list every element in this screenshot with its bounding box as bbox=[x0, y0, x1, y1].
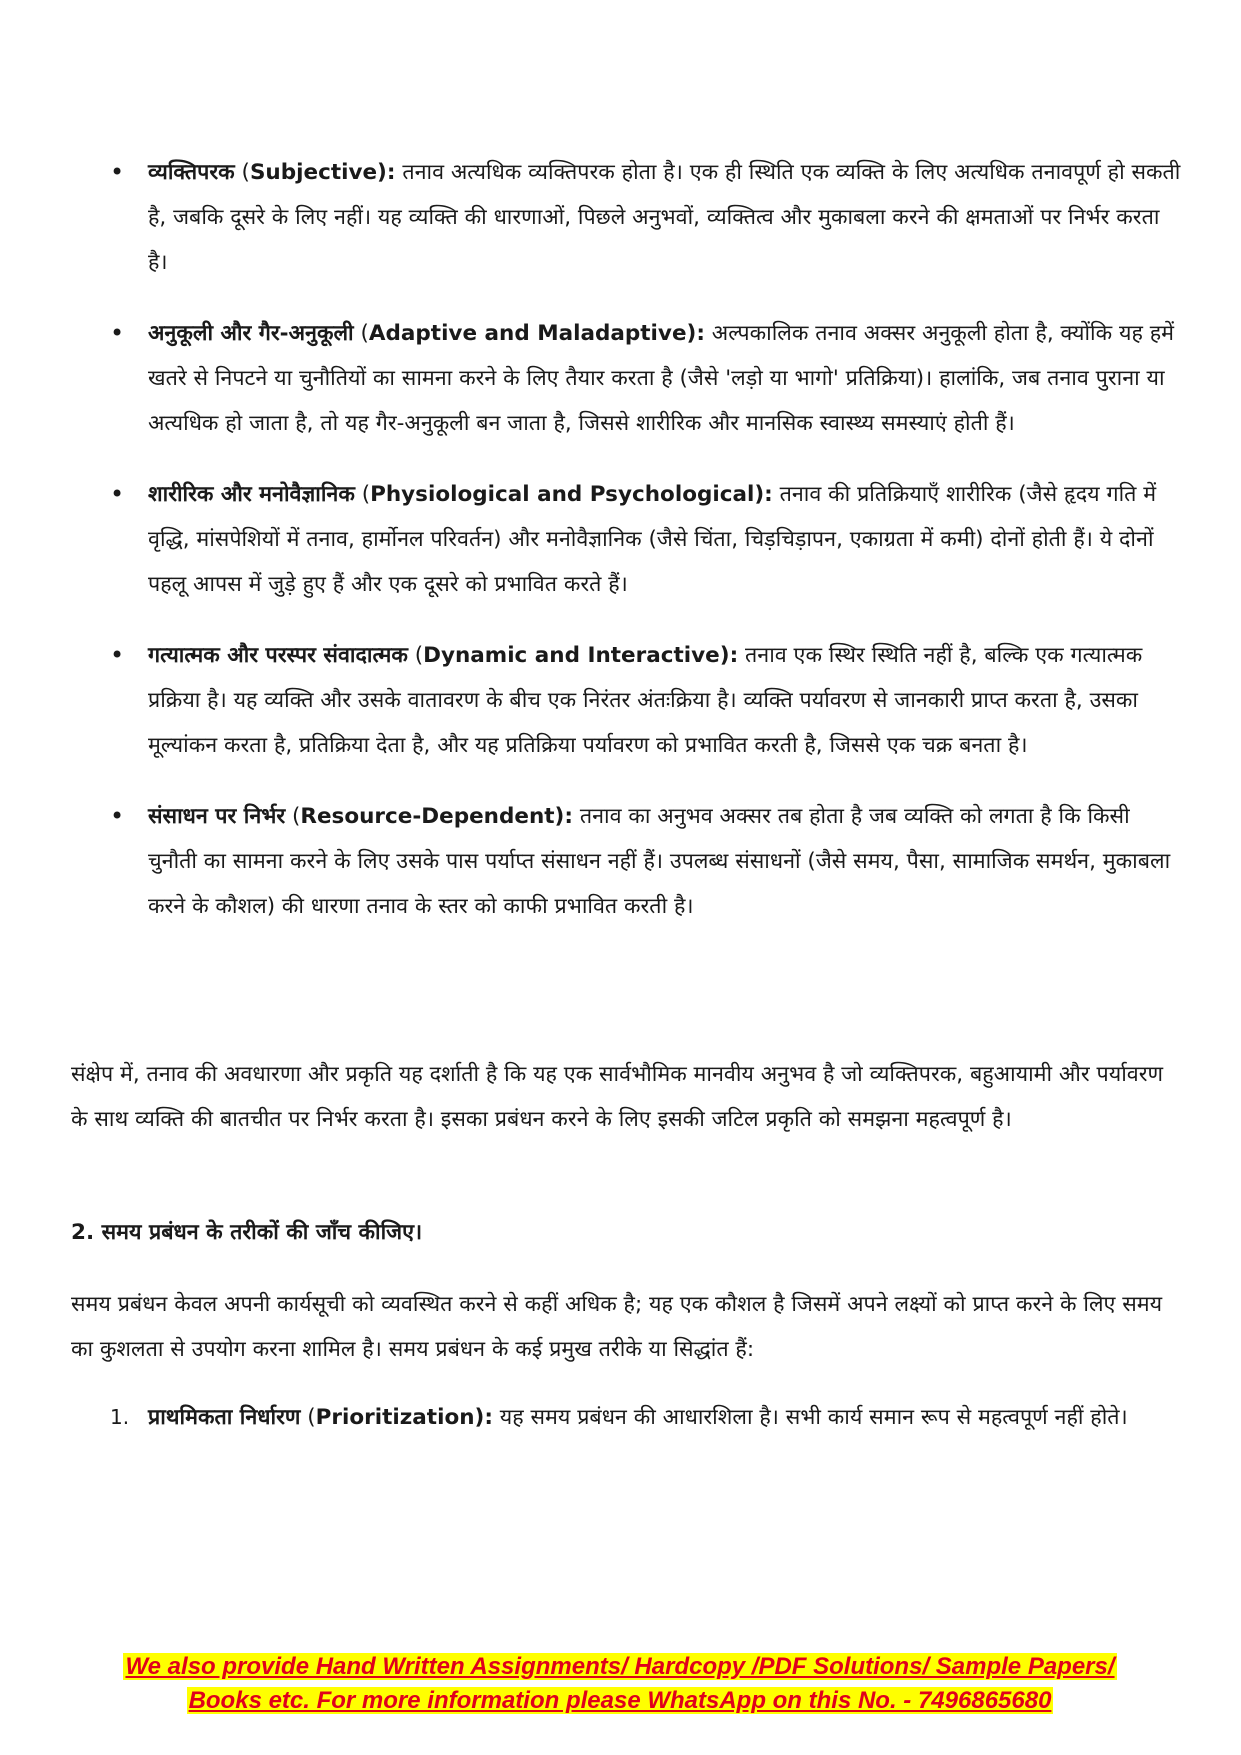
paren: ( bbox=[234, 160, 250, 185]
term-english: Subjective): bbox=[249, 160, 396, 185]
characteristics-list bbox=[110, 150, 1185, 955]
item-text: तनाव का अनुभव अक्सर तब होता है जब व्यक्ति को लगता है कि किसी चुनौती का सामना करने के लिए उसके पास पर्याप्त संसाधन नहीं हैं। उपलब्ध संसाधनों (जैसे समय, पैसा, सामाजिक समर्थन, मुकाबला करने के कौशल) की धारणा तनाव के स्तर को काफी प्रभावित करती है। bbox=[148, 804, 1171, 919]
paren: ( bbox=[353, 321, 369, 346]
methods-list bbox=[110, 1395, 1185, 1440]
term-english: Resource-Dependent): bbox=[300, 804, 573, 829]
paren: ( bbox=[354, 482, 371, 507]
term-hindi: गत्यात्मक और परस्पर संवादात्मक bbox=[148, 643, 408, 668]
term-hindi: संसाधन पर निर्भर bbox=[148, 804, 286, 829]
item-text: तनाव अत्यधिक व्यक्तिपरक होता है। एक ही स्थिति एक व्यक्ति के लिए अत्यधिक तनावपूर्ण हो सकती है, जबकि दूसरे के लिए नहीं। यह व्यक्ति की धारणाओं, पिछले अनुभवों, व्यक्तित्व और मुकाबला करने की क्षमताओं पर निर्भर करता है। bbox=[148, 160, 1181, 275]
item-text: तनाव एक स्थिर स्थिति नहीं है, बल्कि एक गत्यात्मक प्रक्रिया है। यह व्यक्ति और उसके वातावरण के बीच एक निरंतर अंतःक्रिया है। व्यक्ति पर्यावरण से जानकारी प्राप्त करता है, उसका मूल्यांकन करता है, प्रतिक्रिया देता है, और यह प्रतिक्रिया पर्यावरण को प्रभावित करती है, जिससे एक चक्र बनता है। bbox=[148, 643, 1143, 758]
item-text: यह समय प्रबंधन की आधारशिला है। सभी कार्य समान रूप से महत्वपूर्ण नहीं होते। bbox=[492, 1405, 1128, 1430]
list-item bbox=[110, 311, 1185, 446]
intro-paragraph: समय प्रबंधन केवल अपनी कार्यसूची को व्यवस्थित करने से कहीं अधिक है; यह एक कौशल है जिसमें अपने लक्ष्यों को प्राप्त करने के लिए समय का कुशलता से उपयोग करना शामिल है। समय प्रबंधन के कई प्रमुख तरीके या सिद्धांत हैं: bbox=[71, 1292, 1163, 1362]
footer-advertisement bbox=[70, 1650, 1170, 1718]
list-item bbox=[110, 1395, 1185, 1440]
bullet-icon: • bbox=[110, 802, 125, 830]
list-item bbox=[110, 794, 1185, 929]
bullet-icon: • bbox=[110, 158, 125, 186]
paren: ( bbox=[285, 804, 301, 829]
list-item bbox=[110, 472, 1185, 607]
list-item bbox=[110, 633, 1185, 768]
bullet-icon: • bbox=[110, 641, 125, 669]
item-text: अल्पकालिक तनाव अक्सर अनुकूली होता है, क्योंकि यह हमें खतरे से निपटने या चुनौतियों का सामना करने के लिए तैयार करता है (जैसे 'लड़ो या भागो' प्रतिक्रिया)। हालांकि, जब तनाव पुराना या अत्यधिक हो जाता है, तो यह गैर-अनुकूली बन जाता है, जिससे शारीरिक और मानसिक स्वास्थ्य समस्याएं होती हैं। bbox=[148, 321, 1174, 436]
term-hindi: व्यक्तिपरक bbox=[148, 160, 235, 185]
footer-line-1: We also provide Hand Written Assignments/ Hardcopy /PDF Solutions/ Sample Papers/ bbox=[125, 1653, 1115, 1680]
item-text: तनाव की प्रतिक्रियाएँ शारीरिक (जैसे हृदय गति में वृद्धि, मांसपेशियों में तनाव, हार्मोनल परिवर्तन) और मनोवैज्ञानिक (जैसे चिंता, चिड़चिड़ापन, एकाग्रता में कमी) दोनों होती हैं। ये दोनों पहलू आपस में जुड़े हुए हैं और एक दूसरे को प्रभावित करते हैं। bbox=[148, 482, 1157, 597]
footer-line-2: Books etc. For more information please WhatsApp on this No. - 7496865680 bbox=[188, 1687, 1052, 1714]
list-number: 1. bbox=[110, 1405, 130, 1429]
summary-paragraph: संक्षेप में, तनाव की अवधारणा और प्रकृति यह दर्शाती है कि यह एक सार्वभौमिक मानवीय अनुभव है जो व्यक्तिपरक, बहुआयामी और पर्यावरण के साथ व्यक्ति की बातचीत पर निर्भर करता है। इसका प्रबंधन करने के लिए इसकी जटिल प्रकृति को समझना महत्वपूर्ण है। bbox=[71, 1062, 1164, 1132]
term-english: Adaptive and Maladaptive): bbox=[368, 321, 705, 346]
term-hindi: अनुकूली और गैर-अनुकूली bbox=[148, 321, 354, 346]
term-hindi: प्राथमिकता निर्धारण bbox=[148, 1405, 301, 1430]
list-item bbox=[110, 150, 1185, 285]
paren: ( bbox=[407, 643, 424, 668]
bullet-icon: • bbox=[110, 480, 125, 508]
term-hindi: शारीरिक और मनोवैज्ञानिक bbox=[148, 482, 355, 507]
bullet-icon: • bbox=[110, 319, 125, 347]
paren: ( bbox=[300, 1405, 316, 1430]
term-english: Physiological and Psychological): bbox=[370, 482, 773, 507]
term-english: Prioritization): bbox=[315, 1405, 493, 1430]
question-heading: 2. समय प्रबंधन के तरीकों की जाँच कीजिए। bbox=[71, 1220, 423, 1245]
term-english: Dynamic and Interactive): bbox=[423, 643, 739, 668]
